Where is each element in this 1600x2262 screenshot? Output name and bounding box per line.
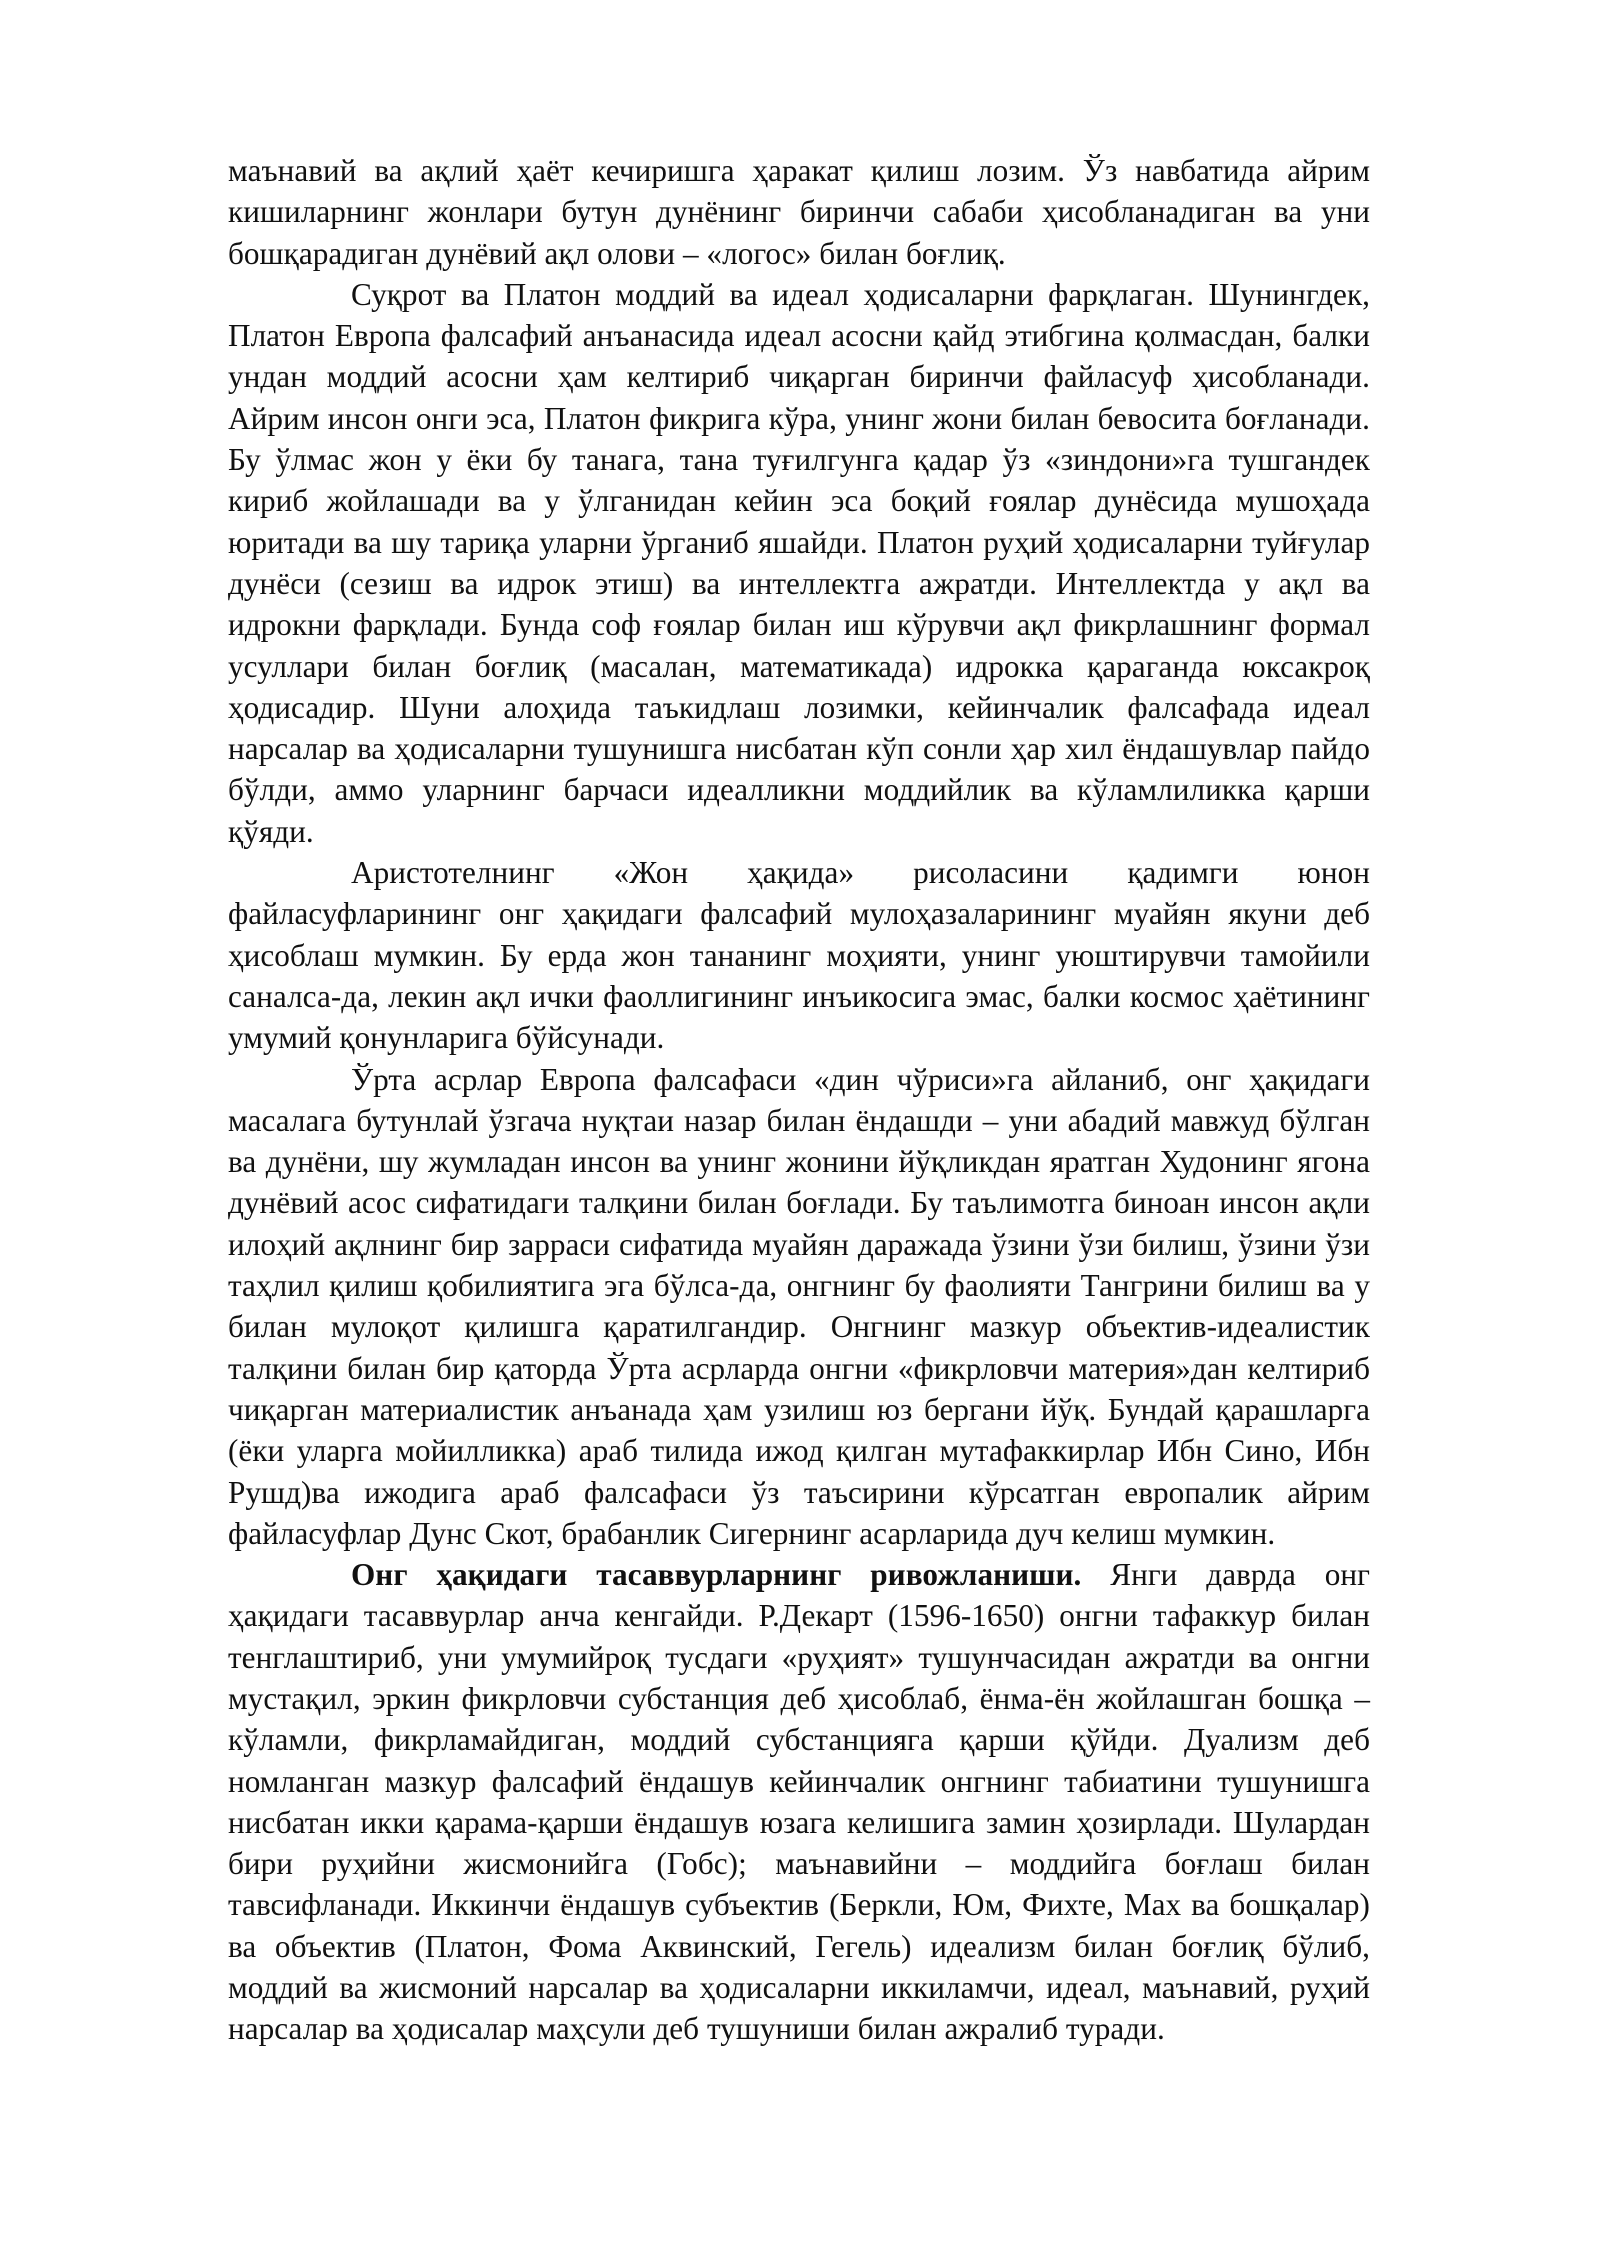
paragraph-3: Аристотелнинг «Жон ҳақида» рисоласини қадимги юнон файласуфларининг онг ҳақидаги фалсафий мулоҳазаларининг муайян якуни деб ҳисоблаш мумкин. Бу ерда жон тананинг моҳияти, унинг уюштирувчи тамойили саналса-да, лекин ақл ички фаоллигининг инъикосига эмас, балки космос ҳаётининг умумий қонунларига бўйсунади. xyxy=(228,855,1370,1056)
paragraph-5 xyxy=(228,1554,1370,2050)
paragraph-2: Суқрот ва Платон моддий ва идеал ҳодисаларни фарқлаган. Шунингдек, Платон Европа фалсафий анъанасида идеал асосни қайд этибгина қолмасдан, балки ундан моддий асосни ҳам келтириб чиқарган биринчи файласуф ҳисобланади. Айрим инсон онги эса, Платон фикрига кўра, унинг жони билан бевосита боғланади. Бу ўлмас жон у ёки бу танага, тана туғилгунга қадар ўз «зиндони»га тушгандек кириб жойлашади ва у ўлганидан кейин эса боқий ғоялар дунёсида мушоҳада юритади ва шу тариқа уларни ўрганиб яшайди. Платон руҳий ҳодисаларни туйғулар дунёси (сезиш ва идрок этиш) ва интеллектга ажратди. Интеллектда у ақл ва идрокни фарқлади. Бунда соф ғоялар билан иш кўрувчи ақл фикрлашнинг формал усуллари билан боғлиқ (масалан, математикада) идрокка қараганда юксакроқ ҳодисадир. Шуни алоҳида таъкидлаш лозимки, кейинчалик фалсафада идеал нарсалар ва ҳодисаларни тушунишга нисбатан кўп сонли ҳар хил ёндашувлар пайдо бўлди, аммо уларнинг барчаси идеалликни моддийлик ва кўламлиликка қарши қўяди. xyxy=(228,276,1370,849)
paragraph-5-body: Янги даврда онг ҳақидаги тасаввурлар анча кенгайди. Р.Декарт (1596-1650) онгни тафаккур билан тенглаштириб, уни умумийроқ тусдаги «руҳият» тушунчасидан ажратди ва онгни мустақил, эркин фикрловчи субстанция деб ҳисоблаб, ёнма-ён жойлашган бошқа – кўламли, фикрламайдиган, моддий субстанцияга қарши қўйди. Дуализм деб номланган мазкур фалсафий ёндашув кейинчалик онгнинг табиатини тушунишга нисбатан икки қарама-қарши ёндашув юзага келишига замин ҳозирлади. Шулардан бири руҳийни жисмонийга (Гобс); маънавийни – моддийга боғлаш билан тавсифланади. Иккинчи ёндашув субъектив (Беркли, Юм, Фихте, Мах ва бошқалар) ва объектив (Платон, Фома Аквинский, Гегель) идеализм билан боғлиқ бўлиб, моддий ва жисмоний нарсалар ва ҳодисаларни иккиламчи, идеал, маънавий, руҳий нарсалар ва ҳодисалар маҳсули деб тушуниши билан ажралиб туради. xyxy=(228,1557,1370,2047)
section-heading: Онг ҳақидаги тасаввурларнинг ривожланиши. xyxy=(351,1557,1082,1593)
document-page xyxy=(228,150,1370,2050)
paragraph-4: Ўрта асрлар Европа фалсафаси «дин чўриси»га айланиб, онг ҳақидаги масалага бутунлай ўзгача нуқтаи назар билан ёндашди – уни абадий мавжуд бўлган ва дунёни, шу жумладан инсон ва унинг жонини йўқликдан яратган Худонинг ягона дунёвий асос сифатидаги талқини билан боғлади. Бу таълимотга биноан инсон ақли илоҳий ақлнинг бир зарраси сифатида муайян даражада ўзини ўзи билиш, ўзини ўзи таҳлил қилиш қобилиятига эга бўлса-да, онгнинг бу фаолияти Тангрини билиш ва у билан мулоқот қилишга қаратилгандир. Онгнинг мазкур объектив-идеалистик талқини билан бир қаторда Ўрта асрларда онгни «фикрловчи материя»дан келтириб чиқарган материалистик анъанада ҳам узилиш юз бергани йўқ. Бундай қарашларга (ёки уларга мойилликка) араб тилида ижод қилган мутафаккирлар Ибн Сино, Ибн Рушд)ва ижодига араб фалсафаси ўз таъсирини кўрсатган европалик айрим файласуфлар Дунс Скот, брабанлик Сигернинг асарларида дуч келиш мумкин. xyxy=(228,1061,1370,1551)
paragraph-1: маънавий ва ақлий ҳаёт кечиришга ҳаракат қилиш лозим. Ўз навбатида айрим кишиларнинг жонлари бутун дунёнинг биринчи сабаби ҳисобланадиган ва уни бошқарадиган дунёвий ақл олови – «логос» билан боғлиқ. xyxy=(228,153,1370,271)
